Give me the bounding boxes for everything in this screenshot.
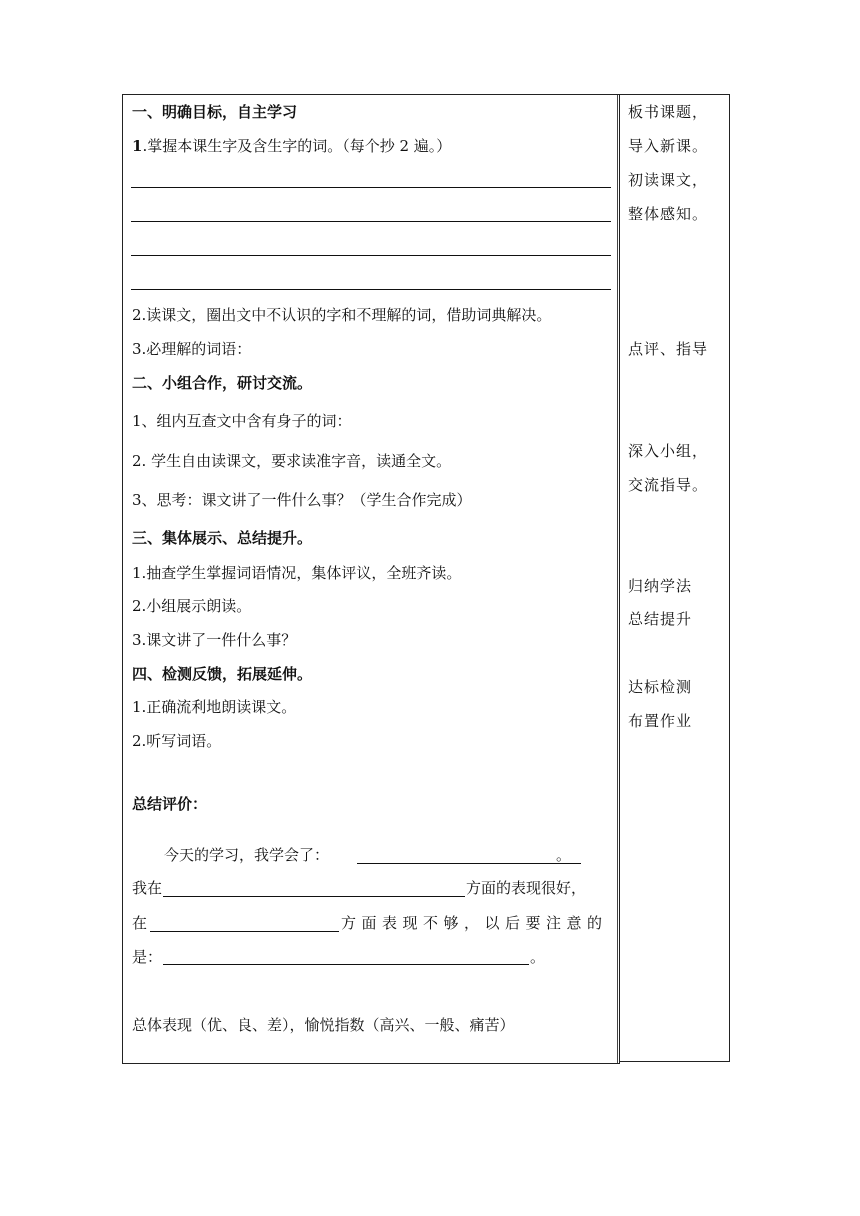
summary-blank-3 xyxy=(150,931,339,932)
side-note1-line2: 导入新课。 xyxy=(628,137,709,155)
section3-heading: 三、集体展示、总结提升。 xyxy=(132,529,313,547)
summary-line3-start: 在 xyxy=(132,914,148,932)
item2-3: 3、思考：课文讲了一件什么事？（学生合作完成） xyxy=(132,491,472,509)
summary-line2-start: 我在 xyxy=(132,879,163,897)
item4-1: 1.正确流利地朗读课文。 xyxy=(132,698,297,716)
item2-2: 2. 学生自由读课文，要求读准字音，读通全文。 xyxy=(132,452,452,470)
summary-blank-4 xyxy=(163,964,529,965)
side-note2: 点评、指导 xyxy=(628,340,709,358)
item1-1 xyxy=(132,136,451,156)
side-note1-line1: 板书课题， xyxy=(628,103,709,121)
summary-line3-end: 方面表现不够，以后要注意的 xyxy=(341,914,608,932)
side-note3-line1: 深入小组， xyxy=(628,442,709,460)
item4-2: 2.听写词语。 xyxy=(132,732,222,750)
section4-heading: 四、检测反馈，拓展延伸。 xyxy=(132,665,313,683)
item1-2: 2.读课文，圈出文中不认识的字和不理解的词，借助词典解决。 xyxy=(132,306,552,324)
side-note1-line4: 整体感知。 xyxy=(628,205,709,223)
writing-line-4 xyxy=(131,289,611,290)
side-note4-line2: 总结提升 xyxy=(628,610,693,628)
side-note3-line2: 交流指导。 xyxy=(628,476,709,494)
summary-line4-start: 是： xyxy=(132,948,163,966)
item2-1: 1、组内互查文中含有身子的词： xyxy=(132,412,352,430)
item3-1: 1.抽查学生掌握词语情况，集体评议，全班齐读。 xyxy=(132,564,462,582)
item1-1-number: 1 xyxy=(132,137,143,155)
summary-blank-2 xyxy=(163,896,465,897)
overall-evaluation: 总体表现（优、良、差），愉悦指数（高兴、一般、痛苦） xyxy=(132,1016,515,1034)
side-note4-line1: 归纳学法 xyxy=(628,577,693,595)
side-note1-line3: 初读课文， xyxy=(628,171,709,189)
item3-2: 2.小组展示朗读。 xyxy=(132,597,252,615)
writing-line-2 xyxy=(131,221,611,222)
item3-3: 3.课文讲了一件什么事？ xyxy=(132,631,297,649)
writing-line-1 xyxy=(131,187,611,188)
summary-heading: 总结评价： xyxy=(132,795,208,813)
summary-blank-1 xyxy=(357,863,581,864)
writing-line-3 xyxy=(131,255,611,256)
section2-heading: 二、小组合作，研讨交流。 xyxy=(132,374,313,392)
summary-line1-end: 。 xyxy=(556,846,572,864)
column-divider xyxy=(617,95,618,1063)
item1-1-text: .掌握本课生字及含生字的词。（每个抄 2 遍。） xyxy=(142,137,452,155)
side-note5-line1: 达标检测 xyxy=(628,678,693,696)
summary-line1-text: 今天的学习，我学会了： xyxy=(164,846,330,864)
summary-line2-end: 方面的表现很好， xyxy=(466,879,587,897)
item1-3: 3.必理解的词语： xyxy=(132,340,252,358)
section1-heading: 一、明确目标，自主学习 xyxy=(132,103,298,121)
side-note5-line2: 布置作业 xyxy=(628,712,693,730)
summary-line4-end: 。 xyxy=(530,948,546,966)
